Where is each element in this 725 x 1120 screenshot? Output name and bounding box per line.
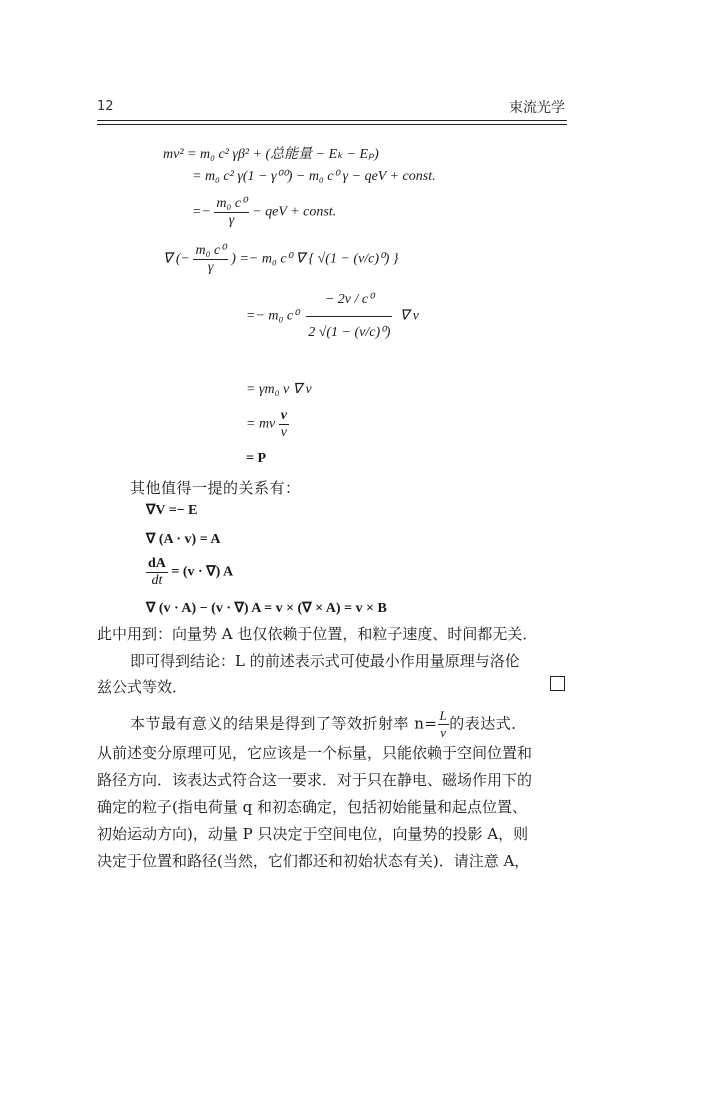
running-title: 束流光学 [509, 100, 565, 116]
equation-line-4 [163, 243, 398, 276]
fraction-numerator: − 2v / c⁰ [306, 292, 392, 317]
paragraph-note: 此中用到：向量势 A 也仅依赖于位置，和粒子速度、时间都无关． [97, 625, 538, 643]
header-rule-thick [97, 120, 567, 121]
relation-3-fraction [146, 556, 168, 589]
fraction-numerator: dA [148, 556, 166, 571]
equation-line-3-tail: − qeV + const. [252, 204, 337, 220]
equation-line-2: = m₀ c² γ(1 − γ⁰⁰) − m₀ c⁰ γ − qeV + const. [192, 169, 436, 184]
paragraph-result-line-6: 决定于位置和路径(当然，它们都还和初始状态有关)．请注意 A， [97, 852, 530, 870]
equation-line-5 [246, 292, 419, 341]
equation-line-3 [192, 196, 336, 229]
page-number: 12 [97, 99, 114, 114]
equation-line-7-lead: = mv [246, 416, 276, 432]
relation-3 [146, 556, 233, 589]
paragraph-conclusion-line-1: 即可得到结论：L 的前述表示式可使最小作用量原理与洛伦 [130, 652, 520, 670]
refractive-index-fraction [438, 708, 450, 741]
paragraph-conclusion-line-2: 兹公式等效． [97, 678, 188, 696]
equation-line-5-fraction [306, 292, 392, 341]
equation-line-4-fraction [193, 243, 227, 276]
paragraph-result-line-1 [130, 708, 527, 741]
paragraph-result-line-2: 从前述变分原理可见，它应该是一个标量，只能依赖于空间位置和 [97, 744, 533, 762]
fraction-denominator: v [440, 725, 447, 740]
paragraph-result-line-5: 初始运动方向)，动量 P 只决定于空间电位，向量势的投影 A，则 [97, 825, 529, 843]
fraction-denominator: γ [228, 213, 235, 228]
equation-line-7-fraction [279, 408, 289, 441]
equation-line-3-lead: =− [192, 204, 211, 220]
relation-3-tail: = (v · ∇) A [171, 564, 234, 580]
paragraph-result-line-4: 确定的粒子(指电荷量 q 和初态确定，包括初始能量和起点位置、 [97, 798, 527, 816]
result-text-b: 的表达式． [449, 714, 527, 733]
relation-2: ∇ (A · v) = A [146, 532, 221, 547]
paragraph-result-line-3: 路径方向．该表达式符合这一要求．对于只在静电、磁场作用下的 [97, 771, 533, 789]
relations-intro: 其他值得一提的关系有： [130, 479, 301, 497]
equation-line-3-fraction [214, 196, 248, 229]
equation-line-5-tail: ∇ v [399, 308, 420, 324]
relation-1: ∇V =− E [146, 503, 198, 518]
relation-4: ∇ (v · A) − (v · ∇) A = v × (∇ × A) = v × B [146, 601, 387, 616]
equation-line-6: = γm₀ v ∇ v [246, 382, 312, 397]
equation-line-7 [246, 408, 289, 441]
equation-line-8: = P [246, 451, 267, 466]
fraction-numerator: m₀ c⁰ [195, 243, 226, 258]
qed-box [550, 676, 565, 691]
result-text-a: 本节最有意义的结果是得到了等效折射率 n= [130, 714, 438, 733]
equation-line-4-lead: ∇ (− [163, 251, 190, 267]
fraction-denominator: dt [151, 573, 163, 588]
fraction-denominator: v [280, 425, 287, 440]
fraction-denominator: γ [207, 260, 214, 275]
equation-line-4-tail: ) =− m₀ c⁰ ∇ { √(1 − (v/c)⁰) } [231, 251, 399, 267]
header-rule-thin [97, 124, 567, 125]
fraction-denominator: 2 √(1 − (v/c)⁰) [308, 325, 391, 340]
equation-line-1: mv² = m₀ c² γβ² + (总能量 − Eₖ − Eₚ) [163, 147, 379, 162]
equation-line-5-lead: =− m₀ c⁰ [246, 308, 299, 324]
fraction-numerator: L [439, 708, 448, 723]
fraction-numerator: v [280, 408, 287, 423]
fraction-numerator: m₀ c⁰ [216, 196, 247, 211]
